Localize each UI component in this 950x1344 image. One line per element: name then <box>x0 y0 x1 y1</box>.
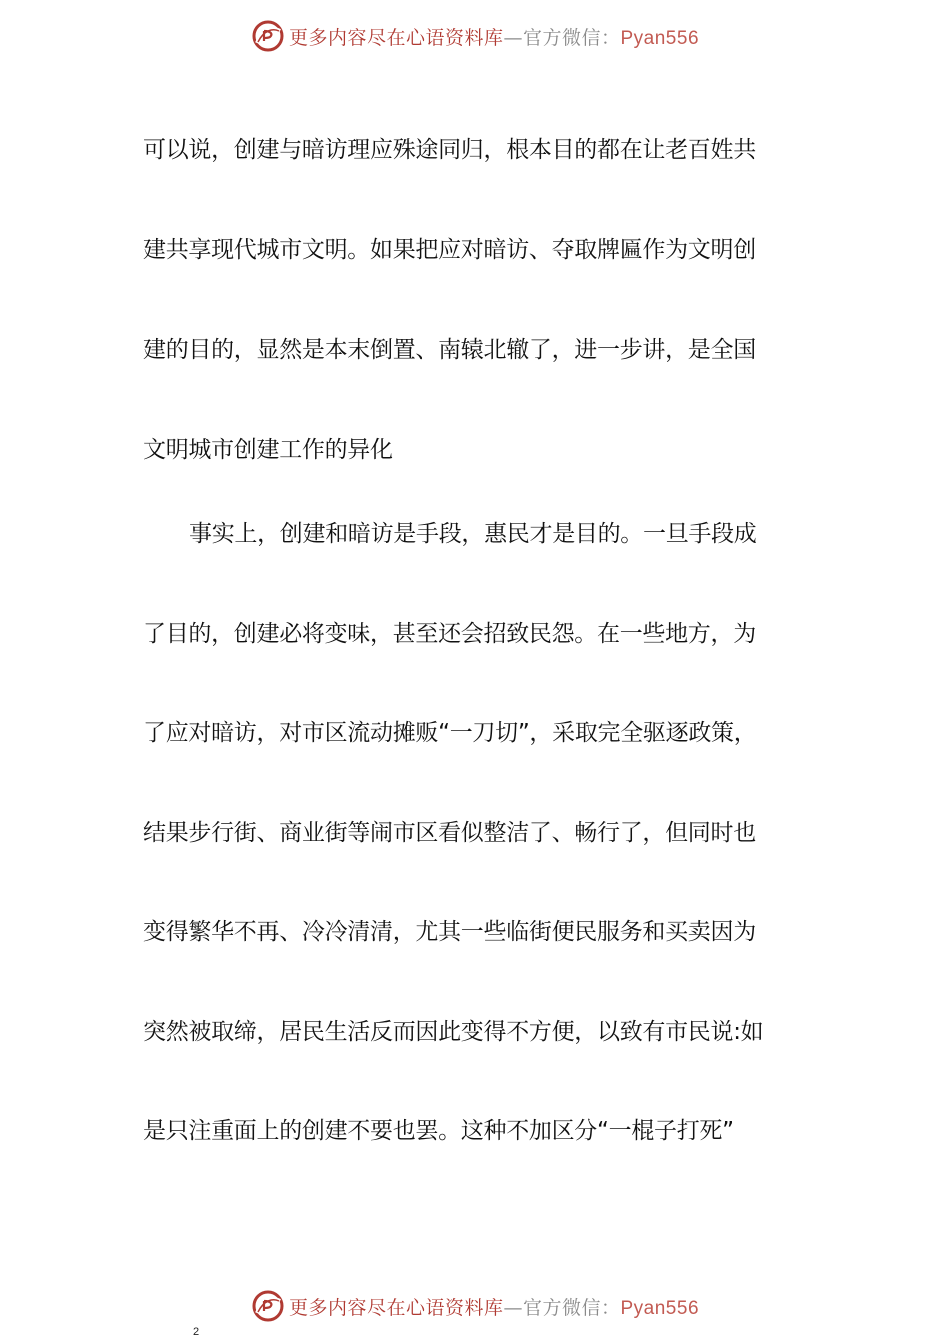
brand-logo-icon <box>251 1289 285 1323</box>
footer-wechat-id: Pyan556 <box>620 1297 700 1319</box>
header-dash: — <box>503 26 523 49</box>
body-line: 是只注重面上的创建不要也罢。这种不加区分“一棍子打死” <box>143 1118 734 1144</box>
footer-banner-text <box>289 1293 699 1320</box>
header-banner <box>0 16 950 56</box>
body-line: 突然被取缔，居民生活反而因此变得不方便，以致有市民说:如 <box>143 1019 764 1045</box>
footer-brand-text: 更多内容尽在心语资料库 <box>288 1296 504 1319</box>
brand-logo-icon <box>251 19 285 53</box>
header-brand-text: 更多内容尽在心语资料库 <box>288 26 504 49</box>
header-banner-text <box>289 23 699 50</box>
body-line: 建共享现代城市文明。如果把应对暗访、夺取牌匾作为文明创 <box>143 237 756 263</box>
body-line: 了应对暗访，对市区流动摊贩“一刀切”，采取完全驱逐政策， <box>143 720 757 746</box>
body-line: 变得繁华不再、冷冷清清，尤其一些临街便民服务和买卖因为 <box>143 919 756 945</box>
header-wechat-id: Pyan556 <box>620 27 700 49</box>
body-line: 了目的，创建必将变味，甚至还会招致民怨。在一些地方，为 <box>143 621 756 647</box>
body-line: 文明城市创建工作的异化 <box>143 437 393 463</box>
footer-wechat-label: 官方微信： <box>522 1296 621 1319</box>
page-number: 2 <box>193 1326 200 1338</box>
body-line-paragraph-start: 事实上，创建和暗访是手段，惠民才是目的。一旦手段成 <box>189 521 757 547</box>
body-line: 可以说，创建与暗访理应殊途同归，根本目的都在让老百姓共 <box>143 137 756 163</box>
body-line: 结果步行街、商业街等闹市区看似整洁了、畅行了，但同时也 <box>143 820 756 846</box>
footer-banner <box>0 1286 950 1326</box>
body-line: 建的目的，显然是本末倒置、南辕北辙了，进一步讲，是全国 <box>143 337 756 363</box>
footer-dash: — <box>503 1296 523 1319</box>
header-wechat-label: 官方微信： <box>522 26 621 49</box>
